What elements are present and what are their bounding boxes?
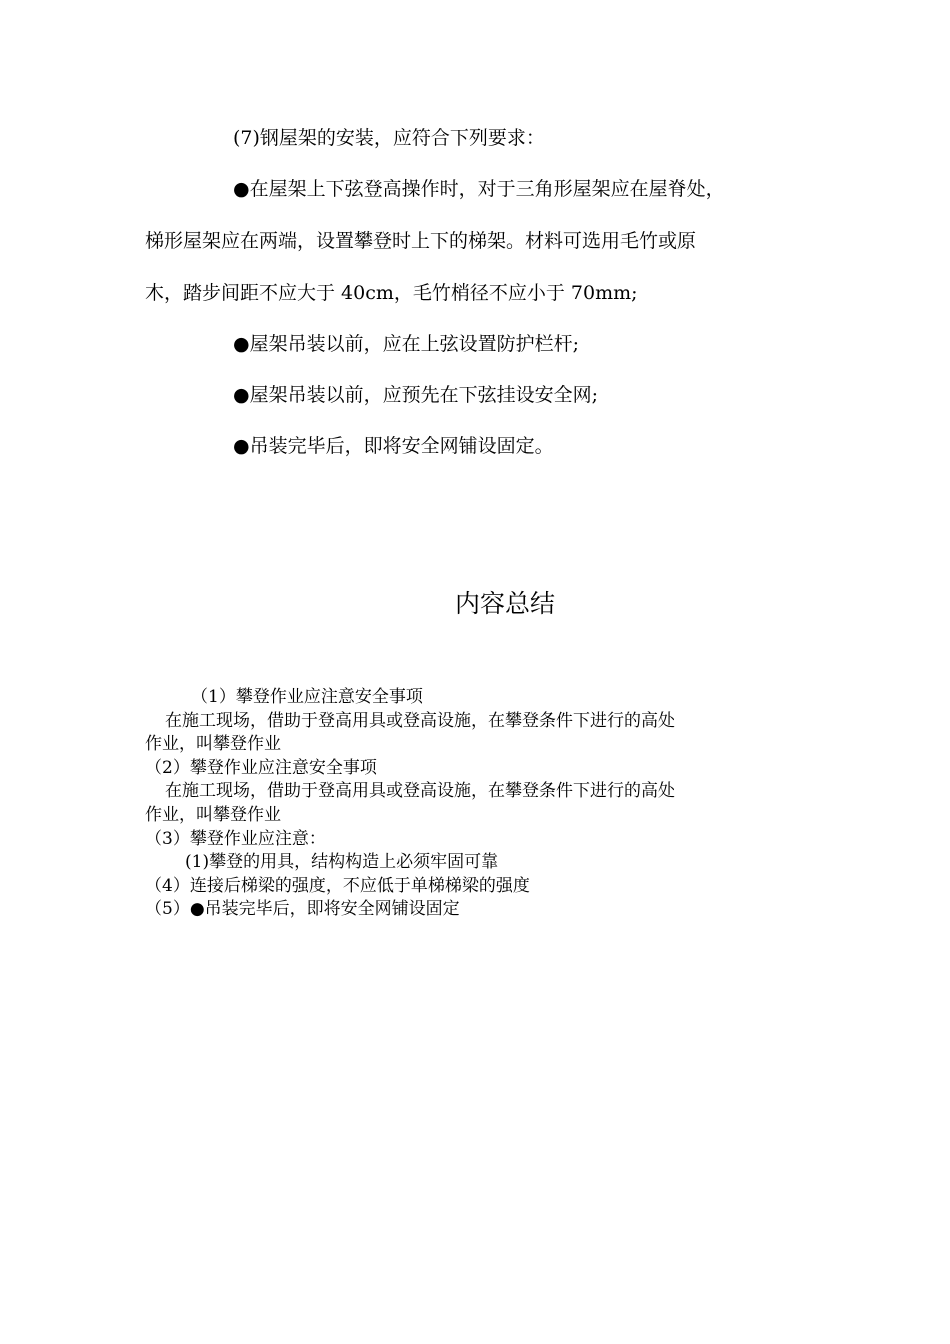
summary-title: 内容总结 (454, 589, 555, 618)
summary-block (145, 686, 805, 922)
summary-line: （5）●吊装完毕后，即将安全网铺设固定 (145, 899, 460, 920)
summary-line: 作业，叫攀登作业 (145, 804, 281, 825)
bullet-item-1-line-2: 梯形屋架应在两端，设置攀登时上下的梯架。材料可选用毛竹或原 (145, 230, 697, 252)
summary-line: （3）攀登作业应注意： (145, 828, 326, 849)
summary-line: 作业，叫攀登作业 (145, 734, 281, 755)
bullet-item-3: ●屋架吊装以前，应预先在下弦挂设安全网; (233, 384, 598, 406)
summary-line: 在施工现场，借助于登高用具或登高设施，在攀登条件下进行的高处 (165, 710, 675, 731)
bullet-item-4: ●吊装完毕后，即将安全网铺设固定。 (233, 435, 554, 457)
summary-line: （1）攀登作业应注意安全事项 (191, 687, 423, 707)
summary-line: （2）攀登作业应注意安全事项 (145, 757, 377, 778)
bullet-item-1-line-3: 木，踏步间距不应大于 40cm，毛竹梢径不应小于 70mm; (145, 282, 638, 304)
summary-line: （4）连接后梯梁的强度，不应低于单梯梯梁的强度 (145, 875, 530, 896)
section-heading: (7)钢屋架的安装，应符合下列要求： (233, 127, 545, 149)
bullet-item-1-line-1: ●在屋架上下弦登高操作时，对于三角形屋架应在屋脊处， (233, 178, 725, 200)
bullet-item-2: ●屋架吊装以前，应在上弦设置防护栏杆; (233, 333, 579, 355)
summary-line: 在施工现场，借助于登高用具或登高设施，在攀登条件下进行的高处 (165, 781, 675, 802)
summary-line: (1)攀登的用具，结构构造上必须牢固可靠 (185, 852, 499, 873)
